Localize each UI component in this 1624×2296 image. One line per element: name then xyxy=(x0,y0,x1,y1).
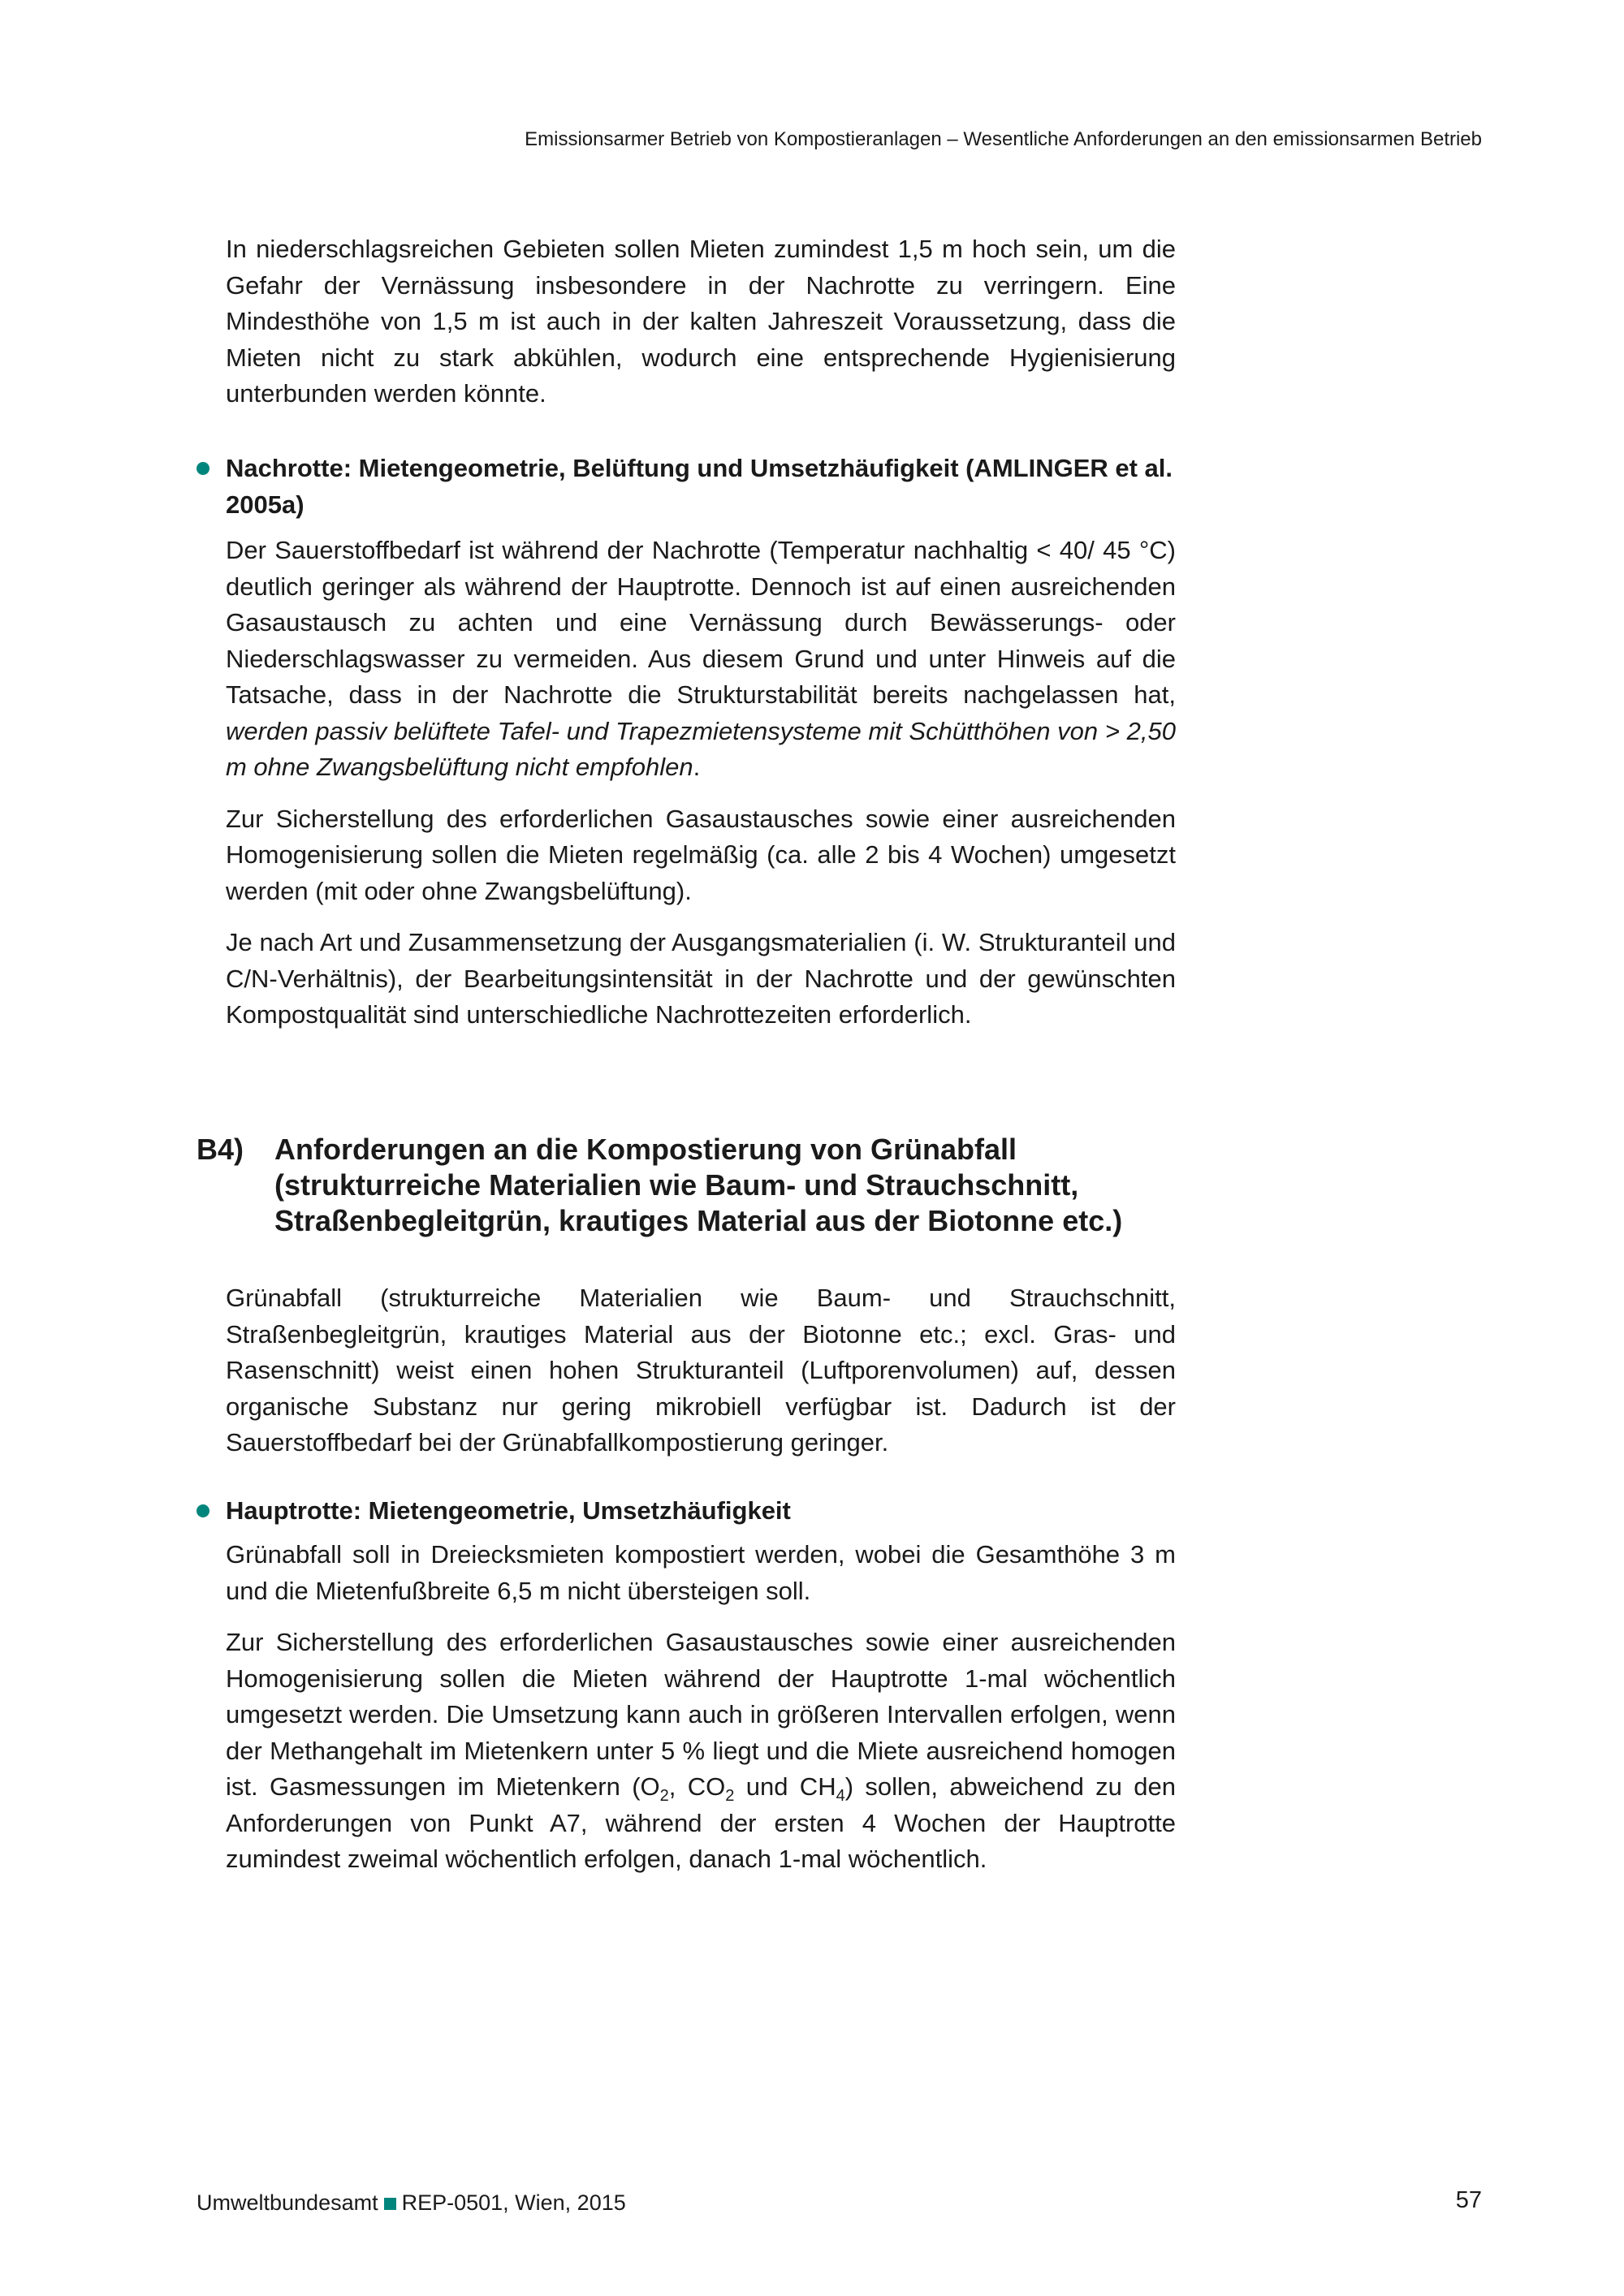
nachrotte-paragraph-3: Je nach Art und Zusammensetzung der Ausgangsmaterialien (i. W. Strukturanteil und C/N-Verhältnis), der Bearbeitungsintensität in der Nachrotte und der gewünschten Kompostqualität sind unterschiedliche Nachrottezeiten erforderlich. xyxy=(226,928,1176,1029)
subscript: 2 xyxy=(659,1787,669,1806)
nachrotte-heading-text: Nachrotte: Mietengeometrie, Belüftung und Umsetzhäufigkeit (AMLINGER et al. 2005a) xyxy=(226,454,1173,519)
hauptrotte-heading-text: Hauptrotte: Mietengeometrie, Umsetzhäufigkeit xyxy=(226,1496,791,1525)
hauptrotte-heading xyxy=(197,1493,1176,1530)
hauptrotte-p2-a: Zur Sicherstellung des erforderlichen Gasaustausches sowie einer ausreichenden Homogenisierung sollen die Mieten während der Hauptrotte 1-mal wöchentlich umgesetzt werden. Die Umsetzung kann auch in größeren Intervallen erfolgen, wenn der Methangehalt im Mietenkern unter 5 % liegt und die Miete ausreichend homogen ist. Gasmessungen im Mietenkern (O xyxy=(226,1628,1176,1801)
subscript: 2 xyxy=(725,1787,735,1806)
footer-publisher: Umweltbundesamt xyxy=(197,2190,378,2215)
section-b4-number: B4) xyxy=(197,1133,244,1166)
nachrotte-paragraph-1 xyxy=(226,533,1176,786)
section-b4-title-line-2: (strukturreiche Materialien wie Baum- und Strauchschnitt, xyxy=(274,1168,1079,1202)
section-b4-title-line-3: Straßenbegleitgrün, krautiges Material aus der Biotonne etc.) xyxy=(274,1204,1123,1237)
page-number: 57 xyxy=(1455,2187,1482,2213)
section-b4-intro: Grünabfall (strukturreiche Materialien wie Baum- und Strauchschnitt, Straßenbegleitgrün, krautiges Material aus der Biotonne etc.; excl. Gras- und Rasenschnitt) weist einen hohen Strukturanteil (Luftporenvolumen) auf, dessen organische Substanz nur gering mikrobiell verfügbar ist. Dadurch ist der Sauerstoffbedarf bei der Grünabfallkompostierung geringer. xyxy=(226,1284,1176,1457)
section-b4-heading xyxy=(197,1132,1176,1239)
bullet-dot-icon xyxy=(197,462,209,475)
bullet-dot-icon xyxy=(197,1504,209,1517)
section-b4-intro-block xyxy=(226,1280,1176,1461)
running-header: Emissionsarmer Betrieb von Kompostieranlagen – Wesentliche Anforderungen an den emissionsarmen Betrieb xyxy=(525,128,1482,150)
hauptrotte-p2-c: und CH xyxy=(734,1772,836,1801)
square-separator-icon xyxy=(384,2198,396,2210)
nachrotte-paragraph-2: Zur Sicherstellung des erforderlichen Gasaustausches sowie einer ausreichenden Homogenisierung sollen die Mieten regelmäßig (ca. alle 2 bis 4 Wochen) umgesetzt werden (mit oder ohne Zwangsbelüftung). xyxy=(226,804,1176,905)
intro-paragraph: In niederschlagsreichen Gebieten sollen Mieten zumindest 1,5 m hoch sein, um die Gefahr der Vernässung insbesondere in der Nachrotte zu verringern. Eine Mindesthöhe von 1,5 m ist auch in der kalten Jahreszeit Voraussetzung, dass die Mieten nicht zu stark abkühlen, wodurch eine entsprechende Hygienisierung unterbunden werden könnte. xyxy=(226,235,1176,408)
hauptrotte-p2-d: ) sollen, abweichend zu den Anforderungen von Punkt A7, während der ersten 4 Wochen der Hauptrotte zumindest zweimal wöchentlich erfolgen, danach 1-mal wöchentlich. xyxy=(226,1772,1176,1873)
nachrotte-p1-end: . xyxy=(693,753,701,781)
nachrotte-p1-start: Der Sauerstoffbedarf ist während der Nachrotte (Temperatur nachhaltig < 40/ 45 °C) deutlich geringer als während der Hauptrotte. Dennoch ist auf einen ausreichenden Gasaustausch zu achten und eine Vernässung durch Bewässerungs- oder Niederschlagswasser zu vermeiden. Aus diesem Grund und unter Hinweis auf die Tatsache, dass in der Nachrotte die Strukturstabilität bereits nachgelassen hat, xyxy=(226,536,1176,709)
hauptrotte-p2-b: , CO xyxy=(668,1772,726,1801)
subscript: 4 xyxy=(836,1787,845,1806)
footer-imprint xyxy=(197,2190,626,2216)
footer-report: REP-0501, Wien, 2015 xyxy=(401,2190,626,2215)
section-b4-title-line-1: Anforderungen an die Kompostierung von Grünabfall xyxy=(274,1133,1017,1166)
intro-paragraph-block xyxy=(226,231,1176,412)
nachrotte-heading xyxy=(197,451,1176,523)
hauptrotte-paragraph-1: Grünabfall soll in Dreiecksmieten kompostiert werden, wobei die Gesamthöhe 3 m und die Mietenfußbreite 6,5 m nicht übersteigen soll. xyxy=(226,1540,1176,1605)
hauptrotte-paragraph-2 xyxy=(226,1625,1176,1878)
hauptrotte-body xyxy=(226,1537,1176,1878)
nachrotte-p1-italic: werden passiv belüftete Tafel- und Trapezmietensysteme mit Schütthöhen von > 2,50 m ohne Zwangsbelüftung nicht empfohlen xyxy=(226,716,1176,781)
nachrotte-body xyxy=(226,533,1176,1034)
